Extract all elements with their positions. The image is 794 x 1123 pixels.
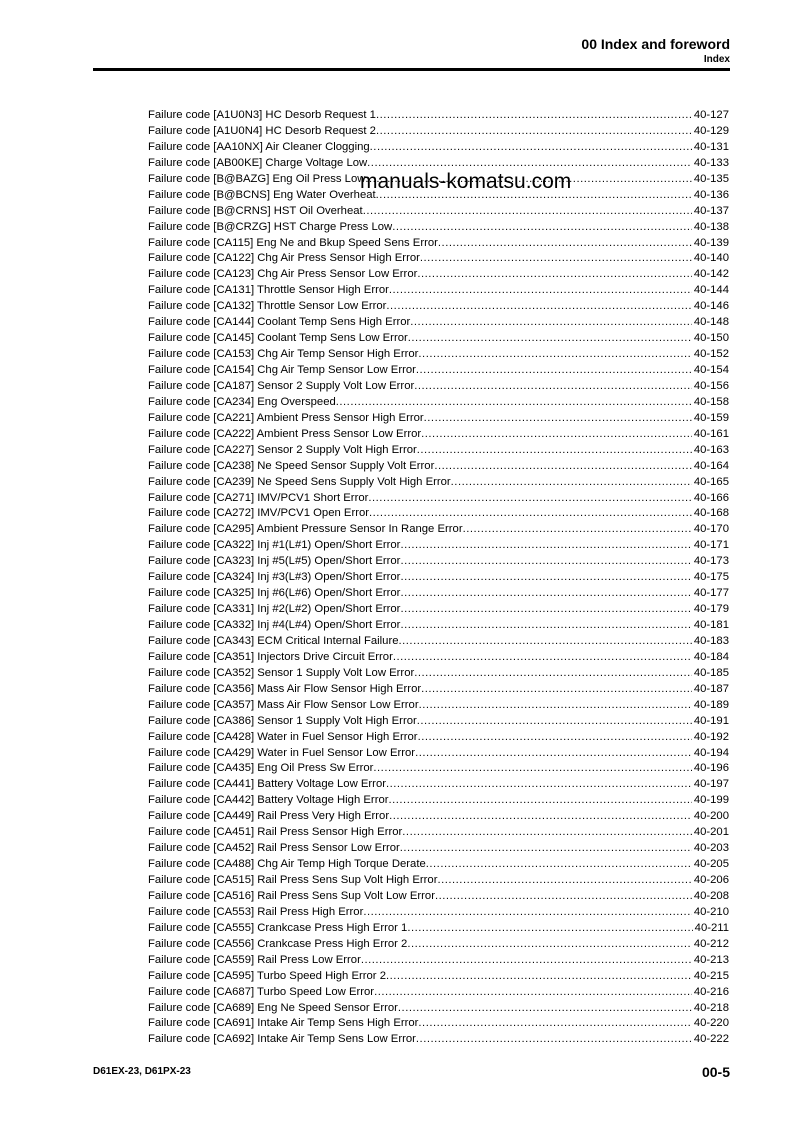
index-entry-page: 40-203 xyxy=(693,842,729,855)
index-entry-page: 40-191 xyxy=(693,714,729,727)
index-entry-title: Failure code [CA451] Rail Press Sensor High Error xyxy=(148,826,403,839)
index-entry-page: 40-205 xyxy=(693,858,729,871)
index-entry-title: Failure code [CA323] Inj #5(L#5) Open/Short Error xyxy=(148,555,401,568)
dot-leader xyxy=(417,714,692,730)
dot-leader xyxy=(393,650,692,666)
index-entry-page: 40-199 xyxy=(693,794,729,807)
index-entry-title: Failure code [CA452] Rail Press Sensor Low Error xyxy=(148,842,400,855)
footer-page-number: 00-5 xyxy=(701,1064,730,1080)
index-entry[interactable] xyxy=(148,124,729,140)
index-entry-page: 40-184 xyxy=(693,650,729,663)
index-entry-title: Failure code [CA515] Rail Press Sens Sup Volt High Error xyxy=(148,874,438,886)
index-entry-title: Failure code [CA357] Mass Air Flow Sensor Low Error xyxy=(148,698,419,711)
index-entry-page: 40-154 xyxy=(693,364,729,376)
dot-leader xyxy=(400,538,691,554)
dot-leader xyxy=(418,730,692,746)
index-entry-title: Failure code [CA441] Battery Voltage Low Error xyxy=(148,778,386,791)
index-entry-page: 40-220 xyxy=(693,1017,729,1030)
index-entry-page: 40-189 xyxy=(693,698,729,711)
dot-leader xyxy=(400,602,691,618)
index-entry-page: 40-127 xyxy=(693,109,729,121)
index-entry[interactable] xyxy=(148,746,729,762)
index-entry-title: Failure code [CA227] Sensor 2 Supply Volt High Error xyxy=(148,443,417,456)
index-entry[interactable] xyxy=(148,506,729,522)
index-list xyxy=(148,108,729,1048)
index-entry-title: Failure code [CA132] Throttle Sensor Low Error xyxy=(148,300,387,313)
dot-leader xyxy=(410,315,692,331)
dot-leader xyxy=(399,634,692,650)
index-entry[interactable] xyxy=(148,1016,729,1032)
index-entry-page: 40-161 xyxy=(693,427,729,440)
dot-leader xyxy=(437,873,691,889)
dot-leader xyxy=(418,347,691,363)
index-entry[interactable] xyxy=(148,841,729,857)
dot-leader xyxy=(426,857,692,873)
index-entry-page: 40-179 xyxy=(693,603,729,616)
index-entry-page: 40-185 xyxy=(693,666,729,679)
dot-leader xyxy=(408,331,692,347)
dot-leader xyxy=(373,761,691,777)
dot-leader xyxy=(415,746,692,762)
index-entry[interactable] xyxy=(148,666,729,682)
dot-leader xyxy=(400,586,691,602)
index-entry-title: Failure code [CA332] Inj #4(L#4) Open/Short Error xyxy=(148,619,401,631)
index-entry[interactable] xyxy=(148,315,729,331)
dot-leader xyxy=(398,1001,692,1017)
dot-leader xyxy=(418,1016,691,1032)
index-entry-page: 40-148 xyxy=(693,316,729,329)
index-entry-title: Failure code [CA271] IMV/PCV1 Short Error xyxy=(148,491,369,504)
index-entry-title: Failure code [CA187] Sensor 2 Supply Volt Low Error xyxy=(148,379,415,392)
index-entry-page: 40-197 xyxy=(693,778,729,791)
dot-leader xyxy=(363,905,691,921)
dot-leader xyxy=(400,841,692,857)
index-entry-title: Failure code [CA144] Coolant Temp Sens High Error xyxy=(148,316,411,329)
dot-leader xyxy=(392,220,692,236)
index-entry-title: Failure code [CA556] Crankcase Press High Error 2 xyxy=(148,937,408,950)
dot-leader xyxy=(421,427,692,443)
dot-leader xyxy=(376,124,692,140)
index-entry-page: 40-152 xyxy=(693,348,729,361)
index-entry-page: 40-150 xyxy=(693,332,729,345)
index-entry-title: Failure code [A1U0N3] HC Desorb Request 1 xyxy=(148,109,376,121)
index-entry[interactable] xyxy=(148,395,729,411)
dot-leader xyxy=(419,698,692,714)
index-entry-title: Failure code [CA322] Inj #1(L#1) Open/Short Error xyxy=(148,539,401,552)
index-entry-page: 40-135 xyxy=(693,172,729,185)
index-entry[interactable] xyxy=(148,953,729,969)
index-entry-title: Failure code [CA154] Chg Air Temp Sensor Low Error xyxy=(148,364,416,376)
dot-leader xyxy=(368,491,691,507)
index-entry-title: Failure code [CA123] Chg Air Press Sensor Low Error xyxy=(148,268,418,281)
index-entry[interactable] xyxy=(148,347,729,363)
dot-leader xyxy=(389,809,692,825)
index-entry-title: Failure code [CA325] Inj #6(L#6) Open/Short Error xyxy=(148,587,401,600)
index-entry-title: Failure code [CA692] Intake Air Temp Sens Low Error xyxy=(148,1033,416,1046)
index-entry-page: 40-222 xyxy=(693,1033,729,1046)
dot-leader xyxy=(389,793,692,809)
page-header xyxy=(581,36,730,66)
dot-leader xyxy=(434,459,691,475)
index-entry[interactable] xyxy=(148,459,729,475)
index-entry[interactable] xyxy=(148,761,729,777)
dot-leader xyxy=(363,204,692,220)
index-entry-page: 40-210 xyxy=(693,905,729,918)
index-entry-title: Failure code [CA115] Eng Ne and Bkup Speed Sens Error xyxy=(148,236,438,249)
index-entry-page: 40-196 xyxy=(693,762,729,775)
index-entry[interactable] xyxy=(148,108,729,124)
index-entry-page: 40-206 xyxy=(693,874,729,886)
index-entry-title: Failure code [CA689] Eng Ne Speed Sensor Error xyxy=(148,1001,398,1014)
index-entry[interactable] xyxy=(148,363,729,379)
index-entry[interactable] xyxy=(148,570,729,586)
index-entry-page: 40-212 xyxy=(693,937,729,950)
index-entry-title: Failure code [CA428] Water in Fuel Sensor High Error xyxy=(148,730,418,743)
dot-leader xyxy=(402,825,692,841)
index-entry[interactable] xyxy=(148,251,729,267)
index-entry-page: 40-173 xyxy=(693,555,729,568)
index-entry[interactable] xyxy=(148,793,729,809)
index-entry-title: Failure code [CA435] Eng Oil Press Sw Error xyxy=(148,762,374,775)
index-entry-title: Failure code [CA331] Inj #2(L#2) Open/Short Error xyxy=(148,603,401,616)
watermark: manuals-komatsu.com xyxy=(360,170,572,193)
index-entry-page: 40-181 xyxy=(693,619,729,631)
index-entry-title: Failure code [CA356] Mass Air Flow Sensor High Error xyxy=(148,682,422,695)
dot-leader xyxy=(374,985,692,1001)
index-entry[interactable] xyxy=(148,411,729,427)
index-entry-title: Failure code [CA131] Throttle Sensor High Error xyxy=(148,284,389,297)
index-entry[interactable] xyxy=(148,236,729,252)
index-entry-page: 40-129 xyxy=(693,124,729,137)
index-entry-title: Failure code [CA559] Rail Press Low Error xyxy=(148,953,361,966)
index-entry[interactable] xyxy=(148,443,729,459)
index-entry-page: 40-201 xyxy=(693,826,729,839)
index-entry-page: 40-171 xyxy=(693,539,729,552)
index-entry-page: 40-136 xyxy=(693,188,729,201)
index-entry-title: Failure code [CA516] Rail Press Sens Sup Volt Low Error xyxy=(148,889,435,902)
index-entry-page: 40-138 xyxy=(693,220,729,233)
index-entry-page: 40-164 xyxy=(693,459,729,472)
index-entry-page: 40-177 xyxy=(693,587,729,600)
index-entry[interactable] xyxy=(148,985,729,1001)
index-entry-title: Failure code [CA153] Chg Air Temp Sensor High Error xyxy=(148,348,419,361)
index-entry[interactable] xyxy=(148,698,729,714)
index-entry-page: 40-137 xyxy=(693,204,729,217)
index-entry-page: 40-216 xyxy=(693,985,729,998)
dot-leader xyxy=(386,969,692,985)
index-entry[interactable] xyxy=(148,650,729,666)
index-entry-page: 40-142 xyxy=(693,268,729,281)
index-entry[interactable] xyxy=(148,873,729,889)
index-entry[interactable] xyxy=(148,730,729,746)
index-entry-title: Failure code [CA687] Turbo Speed Low Error xyxy=(148,985,375,998)
index-entry-title: Failure code [CA449] Rail Press Very High Error xyxy=(148,810,390,823)
index-entry-title: Failure code [CA324] Inj #3(L#3) Open/Short Error xyxy=(148,571,401,584)
index-entry-page: 40-163 xyxy=(693,443,729,456)
index-entry-title: Failure code [CA553] Rail Press High Error xyxy=(148,905,364,918)
index-entry[interactable] xyxy=(148,905,729,921)
index-entry[interactable] xyxy=(148,204,729,220)
dot-leader xyxy=(400,554,691,570)
index-entry[interactable] xyxy=(148,618,729,634)
dot-leader xyxy=(400,570,691,586)
index-entry-page: 40-165 xyxy=(693,475,729,488)
index-entry-page: 40-194 xyxy=(693,746,729,759)
index-entry[interactable] xyxy=(148,682,729,698)
index-entry-title: Failure code [AB00KE] Charge Voltage Low xyxy=(148,156,368,169)
index-entry[interactable] xyxy=(148,475,729,491)
section-title: 00 Index and foreword xyxy=(581,36,730,52)
index-entry[interactable] xyxy=(148,921,729,937)
dot-leader xyxy=(369,506,692,522)
dot-leader xyxy=(463,522,692,538)
dot-leader xyxy=(416,363,692,379)
index-entry-page: 40-131 xyxy=(693,140,729,153)
index-entry-title: Failure code [AA10NX] Air Cleaner Clogging xyxy=(148,140,370,153)
index-entry-page: 40-168 xyxy=(693,507,729,520)
index-entry-page: 40-146 xyxy=(693,300,729,313)
index-entry-page: 40-175 xyxy=(693,571,729,584)
dot-leader xyxy=(414,379,692,395)
dot-leader xyxy=(451,475,692,491)
index-entry-page: 40-187 xyxy=(693,682,729,695)
index-entry-page: 40-170 xyxy=(693,523,729,536)
index-entry[interactable] xyxy=(148,522,729,538)
index-entry-page: 40-159 xyxy=(693,411,729,424)
index-entry-title: Failure code [CA351] Injectors Drive Circuit Error xyxy=(148,650,393,663)
dot-leader xyxy=(361,953,692,969)
index-entry[interactable] xyxy=(148,140,729,156)
index-entry[interactable] xyxy=(148,602,729,618)
index-entry-title: Failure code [CA122] Chg Air Press Sensor High Error xyxy=(148,252,420,265)
dot-leader xyxy=(370,140,692,156)
index-entry[interactable] xyxy=(148,586,729,602)
index-entry[interactable] xyxy=(148,1001,729,1017)
index-entry-page: 40-140 xyxy=(693,252,729,265)
index-entry[interactable] xyxy=(148,857,729,873)
index-entry-title: Failure code [CA691] Intake Air Temp Sens High Error xyxy=(148,1017,419,1030)
index-entry-title: Failure code [CA222] Ambient Press Sensor Low Error xyxy=(148,427,422,440)
dot-leader xyxy=(407,937,692,953)
dot-leader xyxy=(435,889,692,905)
index-entry[interactable] xyxy=(148,379,729,395)
index-entry-page: 40-218 xyxy=(693,1001,729,1014)
index-entry-page: 40-200 xyxy=(693,810,729,823)
footer-model: D61EX-23, D61PX-23 xyxy=(93,1066,191,1077)
index-entry-page: 40-144 xyxy=(693,284,729,297)
dot-leader xyxy=(336,395,692,411)
dot-leader xyxy=(417,443,692,459)
index-entry-title: Failure code [CA238] Ne Speed Sensor Supply Volt Error xyxy=(148,459,435,472)
index-entry[interactable] xyxy=(148,889,729,905)
index-entry[interactable] xyxy=(148,220,729,236)
dot-leader xyxy=(386,299,691,315)
index-entry-title: Failure code [CA145] Coolant Temp Sens Low Error xyxy=(148,332,408,345)
dot-leader xyxy=(407,921,692,937)
index-entry-title: Failure code [CA488] Chg Air Temp High Torque Derate xyxy=(148,858,426,871)
dot-leader xyxy=(417,267,691,283)
dot-leader xyxy=(416,1032,692,1048)
dot-leader xyxy=(389,283,692,299)
index-entry-page: 40-211 xyxy=(694,921,729,934)
index-entry-title: Failure code [CA343] ECM Critical Internal Failure xyxy=(148,634,399,647)
index-entry[interactable] xyxy=(148,538,729,554)
index-entry-title: Failure code [CA239] Ne Speed Sens Supply Volt High Error xyxy=(148,475,451,488)
index-entry-title: Failure code [B@BCNS] Eng Water Overheat xyxy=(148,188,376,201)
index-entry[interactable] xyxy=(148,554,729,570)
index-entry-title: Failure code [A1U0N4] HC Desorb Request 2 xyxy=(148,124,376,137)
dot-leader xyxy=(420,251,692,267)
index-entry-page: 40-192 xyxy=(693,730,729,743)
index-entry-title: Failure code [CA555] Crankcase Press High Error 1 xyxy=(148,921,408,934)
index-entry-page: 40-133 xyxy=(693,156,729,169)
index-entry[interactable] xyxy=(148,809,729,825)
dot-leader xyxy=(438,236,692,252)
dot-leader xyxy=(424,411,692,427)
index-entry-page: 40-139 xyxy=(693,236,729,249)
index-entry[interactable] xyxy=(148,777,729,793)
index-entry-title: Failure code [B@CRZG] HST Charge Press Low xyxy=(148,220,393,233)
index-entry-title: Failure code [CA442] Battery Voltage High Error xyxy=(148,794,389,807)
dot-leader xyxy=(376,108,692,124)
index-entry[interactable] xyxy=(148,714,729,730)
index-entry[interactable] xyxy=(148,427,729,443)
index-entry[interactable] xyxy=(148,1032,729,1048)
index-entry[interactable] xyxy=(148,969,729,985)
index-entry-page: 40-158 xyxy=(693,395,729,408)
index-entry-page: 40-183 xyxy=(693,634,729,647)
index-entry-page: 40-156 xyxy=(693,379,729,392)
index-entry-title: Failure code [B@CRNS] HST Oil Overheat xyxy=(148,204,363,217)
dot-leader xyxy=(400,618,691,634)
index-entry-title: Failure code [CA221] Ambient Press Sensor High Error xyxy=(148,411,424,424)
dot-leader xyxy=(386,777,692,793)
header-rule xyxy=(93,68,730,71)
index-entry-page: 40-166 xyxy=(693,491,729,504)
dot-leader xyxy=(414,666,692,682)
index-entry-title: Failure code [CA386] Sensor 1 Supply Volt High Error xyxy=(148,714,417,727)
index-entry-title: Failure code [CA595] Turbo Speed High Error 2 xyxy=(148,969,386,982)
index-entry-title: Failure code [CA295] Ambient Pressure Sensor In Range Error xyxy=(148,523,463,536)
index-entry[interactable] xyxy=(148,491,729,507)
index-entry-page: 40-208 xyxy=(693,889,729,902)
index-entry[interactable] xyxy=(148,299,729,315)
index-entry-title: Failure code [CA429] Water in Fuel Sensor Low Error xyxy=(148,746,416,759)
index-entry-title: Failure code [CA234] Eng Overspeed xyxy=(148,395,336,408)
index-entry[interactable] xyxy=(148,634,729,650)
index-entry[interactable] xyxy=(148,267,729,283)
index-entry-title: Failure code [B@BAZG] Eng Oil Press Low xyxy=(148,172,366,185)
dot-leader xyxy=(421,682,692,698)
index-entry[interactable] xyxy=(148,283,729,299)
section-subtitle: Index xyxy=(703,54,730,65)
index-entry-title: Failure code [CA272] IMV/PCV1 Open Error xyxy=(148,507,370,520)
index-entry[interactable] xyxy=(148,331,729,347)
index-entry-title: Failure code [CA352] Sensor 1 Supply Volt Low Error xyxy=(148,666,415,679)
index-entry-page: 40-215 xyxy=(693,969,729,982)
index-entry[interactable] xyxy=(148,937,729,953)
index-entry[interactable] xyxy=(148,825,729,841)
index-entry-page: 40-213 xyxy=(693,953,729,966)
